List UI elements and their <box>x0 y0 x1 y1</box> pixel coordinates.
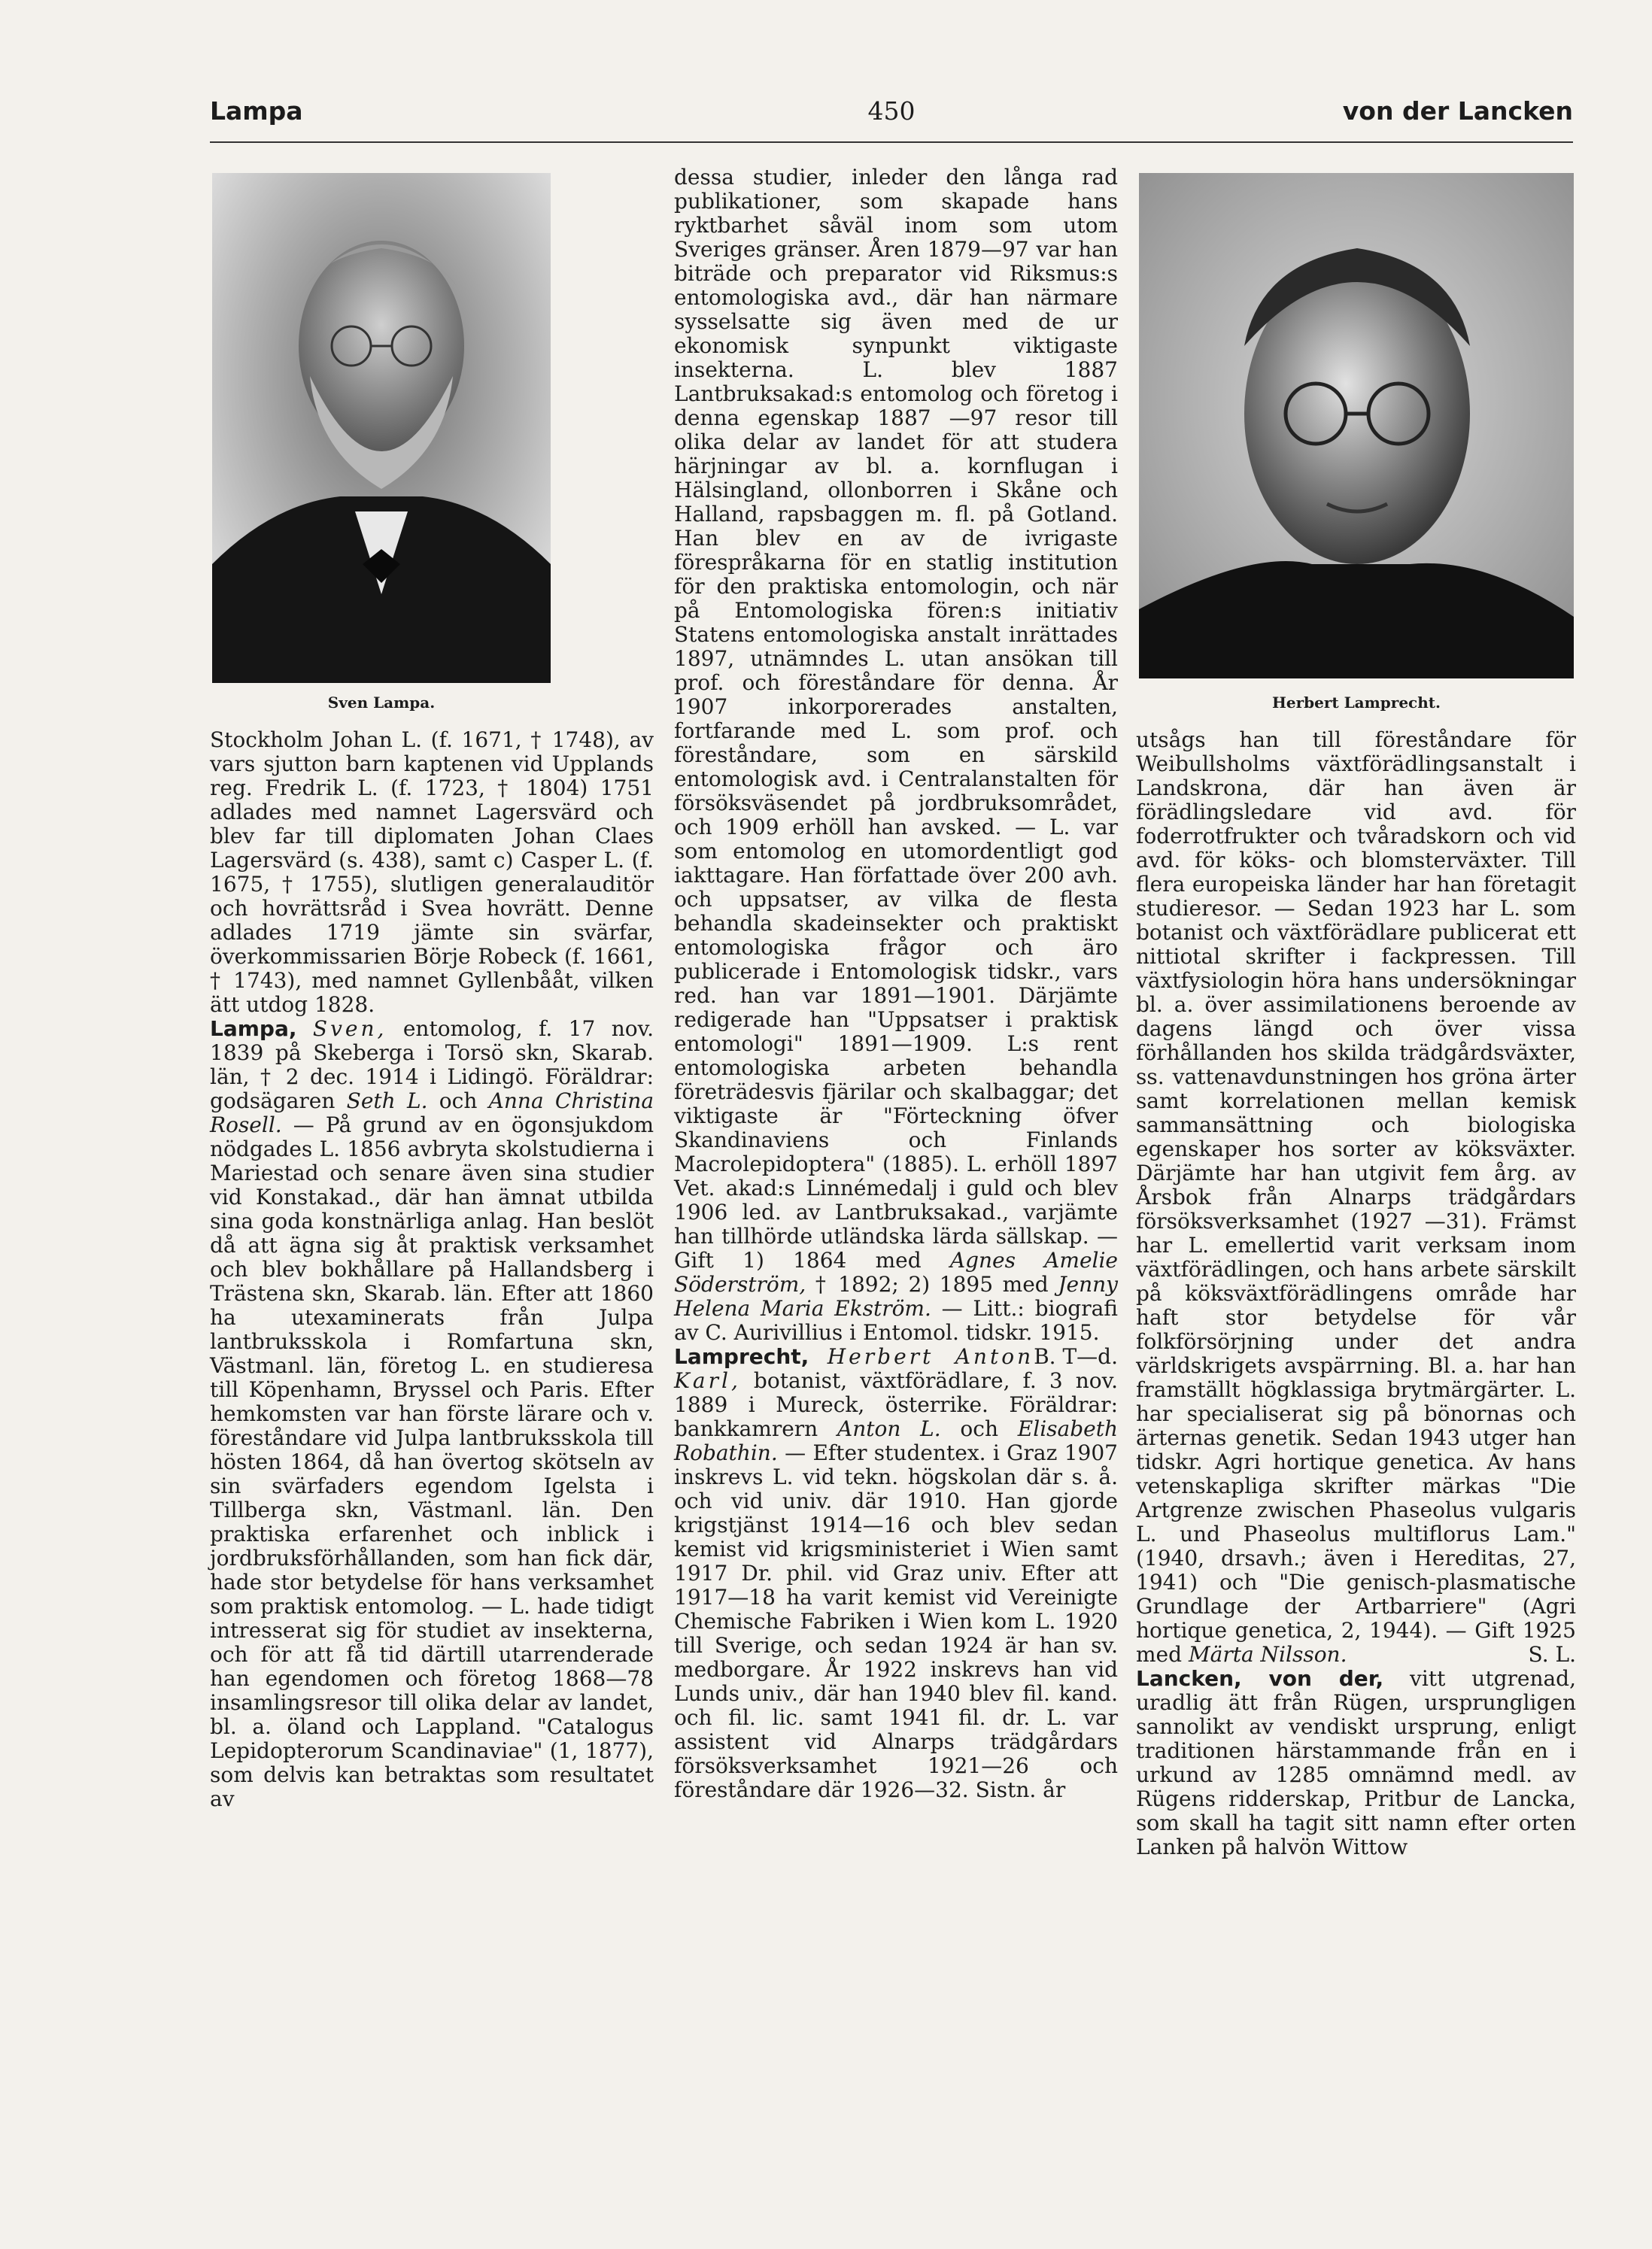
header-right-keyword: von der Lancken <box>1342 96 1573 126</box>
col1-paragraph-1: Stockholm Johan L. (f. 1671, † 1748), av vars sjutton barn kaptenen vid Upplands reg. Fredrik L. (f. 1723, † 1804) 1751 adlades med namnet Lagersvärd och blev far till diplomaten Johan Claes Lagersvärd (s. 438), samt c) Casper L. (f. 1675, † 1755), slutligen generalauditör och hovrättsråd i Svea hovrätt. Denne adlades 1719 jämte sin svärfar, överkommissarien Börje Robeck (f. 1661, † 1743), med namnet Gyllenbååt, vilken ätt utdog 1828. <box>210 727 654 1017</box>
entry-text: dessa studier, inleder den långa rad publikationer, som skapade hans ryktbarhet såväl inom som utom Sveriges gränser. Åren 1879—97 var han biträde och preparator vid Riksmus:s entomologiska avd., där han närmare sysselsatte sig även med de ur ekonomisk synpunkt viktigaste insekterna. L. blev 1887 Lantbruksakad:s entomolog och företog i denna egenskap 1887 —97 resor till olika delar av landet för att studera härjningar av bl. a. kornflugan i Hälsingland, ollonborren i Skåne och Halland, rapsbaggen m. fl. på Gotland. Han blev en av de ivrigaste förespråkarna för en statlig institution för den praktiska entomologin, och när på Entomologiska fören:s initiativ Statens entomologiska anstalt inrättades 1897, utnämndes L. utan ansökan till prof. och föreståndare för denna. År 1907 inkorporerades anstalten, fortfarande med L. som prof. och föreståndare, som en särskild entomologisk avd. i Centralanstalten för försöksväsendet på jordbruksområdet, och 1909 erhöll han avsked. — L. var som entomolog en utomordentligt god iakttagare. Han författade över 200 avh. och uppsatser, av vilka de flesta behandla skadeinsekter och praktiskt entomologiska frågor och äro publicerade i Entomologisk tidskr., vars red. han var 1891—1901. Därjämte redigerade han "Uppsatser i praktisk entomologi" 1891—1909. L:s rent entomologiska arbeten behandla företrädesvis fjärilar och skalbaggar; det viktigaste är "Förteckning öfver Skandinaviens och Finlands Macrolepidoptera" (1885). L. erhöll 1897 Vet. akad:s Linnémedalj i guld och blev 1906 led. av Lantbruksakad., varjämte han tillhörde utländska lärda sällskap. — Gift 1) 1864 med <box>674 165 1118 1273</box>
entry-text: och <box>427 1088 489 1113</box>
column-3 <box>1136 728 1576 2014</box>
entry-text: — På grund av en ögonsjukdom nödgades L. 1856 avbryta skolstudierna i Mariestad och senare även sina studier vid Konstakad., där han ämnat utbilda sina goda konstnärliga anlag. Han beslöt då att ägna sig åt praktisk verksamhet och blev bokhållare på Hallandsberg i Trästena skn, Skarab. län. Efter att 1860 ha utexaminerats från Julpa lantbruksskola i Romfartuna skn, Västmanl. län, företog L. en studieresa till Köpenhamn, Bryssel och Paris. Efter hemkomsten var han förste lärare och v. föreståndare vid Julpa lantbruksskola till hösten 1864, då han övertog skötseln av sin svärfaders egendom Igelsta i Tillberga skn, Västmanl. län. Den praktiska erfarenhet och inblick i jordbruksförhållanden, som han fick där, hade stor betydelse för hans verksamhet som praktisk entomolog. — L. hade tidigt intresserat sig för studiet av insekterna, och för att få tid därtill utarrenderade han egendomen och företog 1868—78 insamlingsresor till olika delar av landet, bl. a. öland och Lappland. "Catalogus Lepidopterorum Scandinaviae" (1, 1877), som delvis kan betraktas som resultatet av <box>210 1112 654 1811</box>
page-number: 450 <box>867 96 916 126</box>
entry-text: † 1892; 2) 1895 med <box>806 1272 1058 1297</box>
entry-text: utsågs han till föreståndare för Weibullsholms växtförädlingsanstalt i Landskrona, där han även är förädlingsledare vid avd. för foderrotfrukter och tvåradskorn och vid avd. för köks- och blomsterväxter. Till flera europeiska länder har han företagit studieresor. — Sedan 1923 har L. som botanist och växtförädlare publicerat ett nittiotal skrifter i fackpressen. Till växtfysiologin höra hans undersökningar bl. a. över assimilationens beroende av dagens längd och över vissa förhållanden hos skilda trädgårdsväxter, ss. vattenavdunstningen hos gröna ärter samt korrelationen mellan kemisk sammansättning och biologiska egenskaper hos sorter av köksväxter. Därjämte har han utgivit fem årg. av Årsbok från Alnarps trädgårdars försöksverksamhet (1927 —31). Främst har L. emellertid varit verksam inom växtförädlingen, och hans arbete särskilt på köksväxtförädlingens område har haft stor betydelse för vår folkförsörjning under det andra världskrigets avspärrning. Bl. a. har han framställt högklassiga brytmärgärter. L. har specialiserat sig på bönornas och ärternas genetik. Sedan 1943 utger han tidskr. Agri hortique genetica. Av hans vetenskapliga skrifter märkas "Die Artgrenze zwischen Phaseolus vulgaris L. und Phaseolus multiflorus Lam." (1940, drsavh.; även i Hereditas, 27, 1941) och "Die genisch-plasmatische Grundlage der Artbarriere" (Agri hortique genetica, 2, 1944). — Gift 1925 med <box>1136 727 1576 1667</box>
author-signature: S. L. <box>1528 1642 1576 1667</box>
entry-text: botanist, växtförädlare, f. 3 nov. 1889 i Mureck, österrike. Föräldrar: bankkamrern <box>674 1368 1118 1441</box>
portrait-sven-lampa <box>212 173 551 683</box>
header-rule <box>210 141 1573 143</box>
header-left-keyword: Lampa <box>210 96 303 126</box>
col3-paragraph-1 <box>1136 728 1576 1667</box>
running-header <box>210 96 1573 141</box>
mother-name: Elisabeth Robathin. <box>674 1416 1118 1465</box>
father-name: Seth L. <box>346 1088 428 1113</box>
entry-text: entomolog, f. 17 nov. 1839 på Skeberga i Torsö skn, Skarab. län, † 2 dec. 1914 i Lidingö. Föräldrar: godsägaren <box>210 1016 654 1113</box>
portrait-herbert-lamprecht-image <box>1139 173 1574 678</box>
entry-lampa-sven <box>210 1017 654 1811</box>
portrait-herbert-lamprecht <box>1139 173 1574 678</box>
entry-lancken-von-der <box>1136 1667 1576 1859</box>
wife-2-name: Jenny Helena Maria Ekström. <box>674 1272 1118 1321</box>
entry-text: — Efter studentex. i Graz 1907 inskrevs L. vid tekn. högskolan där s. å. och vid univ. där 1910. Han gjorde krigstjänst 1914—16 och blev sedan kemist vid krigsministeriet i Wien samt 1917 Dr. phil. vid Graz univ. Efter att 1917—18 ha varit kemist vid Vereinigte Chemische Fabriken i Wien kom L. 1920 till Sverige, och sedan 1924 är han sv. medborgare. År 1922 inskrevs han vid Lunds univ., där han 1940 blev fil. kand. och fil. lic. samt 1941 fil. dr. L. var assistent vid Alnarps trädgårdars försöksverksamhet 1921—26 och föreståndare där 1926—32. Sistn. år <box>674 1440 1118 1802</box>
entry-lamprecht-herbert <box>674 1345 1118 1802</box>
column-2 <box>674 165 1118 2016</box>
entry-forename-sven: Sven, <box>312 1016 387 1041</box>
entry-text: — Litt.: biografi av C. Aurivillius i Entomol. tidskr. 1915. <box>674 1296 1118 1345</box>
father-name: Anton L. <box>837 1416 941 1441</box>
entry-headword-lamprecht: Lamprecht, <box>674 1344 809 1369</box>
caption-sven-lampa: Sven Lampa. <box>327 694 436 712</box>
mother-name: Anna Christina Rosell. <box>210 1088 654 1137</box>
entry-text: vitt utgrenad, uradlig ätt från Rügen, ursprungligen sannolikt av vendiskt ursprung, enligt traditionen härstammande från en i urkund av 1285 omnämnd medl. av Rügens ridderskap, Pritbur de Lancka, som skall ha tagit sitt namn efter orten Lanken på halvön Wittow <box>1136 1666 1576 1859</box>
wife-1-name: Agnes Amelie Söderström, <box>674 1248 1118 1297</box>
column-1 <box>210 728 654 2014</box>
entry-headword-lancken: Lancken, von der, <box>1136 1666 1384 1691</box>
author-signature: B. T—d. <box>1034 1344 1118 1369</box>
portrait-sven-lampa-image <box>212 173 551 683</box>
entry-text: och <box>940 1416 1018 1441</box>
caption-herbert-lamprecht: Herbert Lamprecht. <box>1272 694 1441 712</box>
entry-forename-herbert: Herbert Anton Karl, <box>674 1344 1034 1393</box>
entry-headword-lampa: Lampa, <box>210 1016 297 1041</box>
wife-name: Märta Nilsson. <box>1188 1642 1347 1667</box>
